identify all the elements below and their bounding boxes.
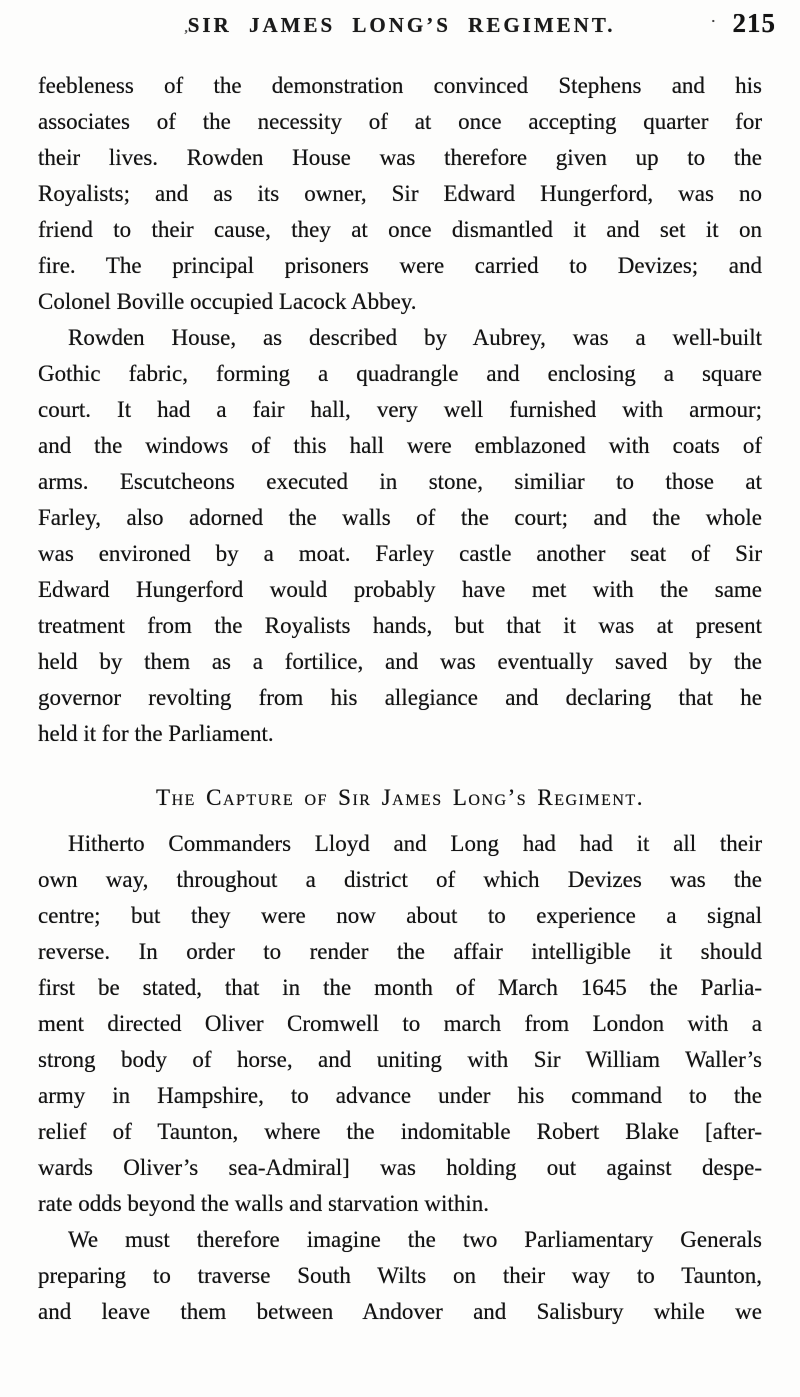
text-line: wards Oliver’s sea-Admiral] was holding out against despe- <box>38 1155 762 1180</box>
text-line: first be stated, that in the month of March 1645 the Parlia- <box>38 975 762 1000</box>
text-line: Rowden House, as described by Aubrey, was a well-built <box>68 325 762 350</box>
text-line: own way, throughout a district of which Devizes was the <box>38 867 762 892</box>
text-line: army in Hampshire, to advance under his command to the <box>38 1083 762 1108</box>
paragraph <box>38 826 762 1222</box>
text-line: Edward Hungerford would probably have met with the same <box>38 577 762 602</box>
text-line: and the windows of this hall were emblazoned with coats of <box>38 433 762 458</box>
text-line: associates of the necessity of at once accepting quarter for <box>38 109 762 134</box>
page-number-mark: · <box>711 13 717 28</box>
paragraph <box>38 1222 762 1330</box>
text-line: feebleness of the demonstration convinced Stephens and his <box>38 73 762 98</box>
print-artifact: , <box>184 20 188 35</box>
text-line: fire. The principal prisoners were carried to Devizes; and <box>38 253 762 278</box>
text-line: and leave them between Andover and Salisbury while we <box>38 1299 762 1324</box>
text-line: Farley, also adorned the walls of the court; and the whole <box>38 505 762 530</box>
text-line: treatment from the Royalists hands, but that it was at present <box>38 613 762 638</box>
running-title-text: SIR JAMES LONG’S REGIMENT. <box>187 13 616 37</box>
text-line: arms. Escutcheons executed in stone, similiar to those at <box>38 469 762 494</box>
paragraph <box>38 320 762 752</box>
text-line: strong body of horse, and uniting with Sir William Waller’s <box>38 1047 762 1072</box>
page-number-value: 215 <box>732 8 776 38</box>
text-line: centre; but they were now about to experience a signal <box>38 903 762 928</box>
text-line: friend to their cause, they at once dismantled it and set it on <box>38 217 762 242</box>
text-line: relief of Taunton, where the indomitable Robert Blake [after- <box>38 1119 762 1144</box>
text-line: held it for the Parliament. <box>38 721 274 746</box>
text-line: governor revolting from his allegiance and declaring that he <box>38 685 762 710</box>
text-line: held by them as a fortilice, and was eventually saved by the <box>38 649 762 674</box>
text-line: preparing to traverse South Wilts on their way to Taunton, <box>38 1263 762 1288</box>
text-line: ment directed Oliver Cromwell to march from London with a <box>38 1011 762 1036</box>
text-line: Royalists; and as its owner, Sir Edward Hungerford, was no <box>38 181 762 206</box>
text-line: Colonel Boville occupied Lacock Abbey. <box>38 289 417 314</box>
text-line: was environed by a moat. Farley castle another seat of Sir <box>38 541 762 566</box>
paragraph <box>38 68 762 320</box>
page-header <box>0 0 800 49</box>
page-content <box>38 68 762 1330</box>
running-title <box>0 13 800 38</box>
text-line: Hitherto Commanders Lloyd and Long had had it all their <box>68 831 762 856</box>
text-line: court. It had a fair hall, very well furnished with armour; <box>38 397 762 422</box>
section-heading: The Capture of Sir James Long’s Regiment. <box>156 785 644 810</box>
text-line: rate odds beyond the walls and starvation within. <box>38 1191 489 1216</box>
page-number <box>711 8 776 39</box>
text-line: reverse. In order to render the affair intelligible it should <box>38 939 762 964</box>
text-line: their lives. Rowden House was therefore given up to the <box>38 145 762 170</box>
text-line: Gothic fabric, forming a quadrangle and enclosing a square <box>38 361 762 386</box>
text-line: We must therefore imagine the two Parliamentary Generals <box>68 1227 762 1252</box>
